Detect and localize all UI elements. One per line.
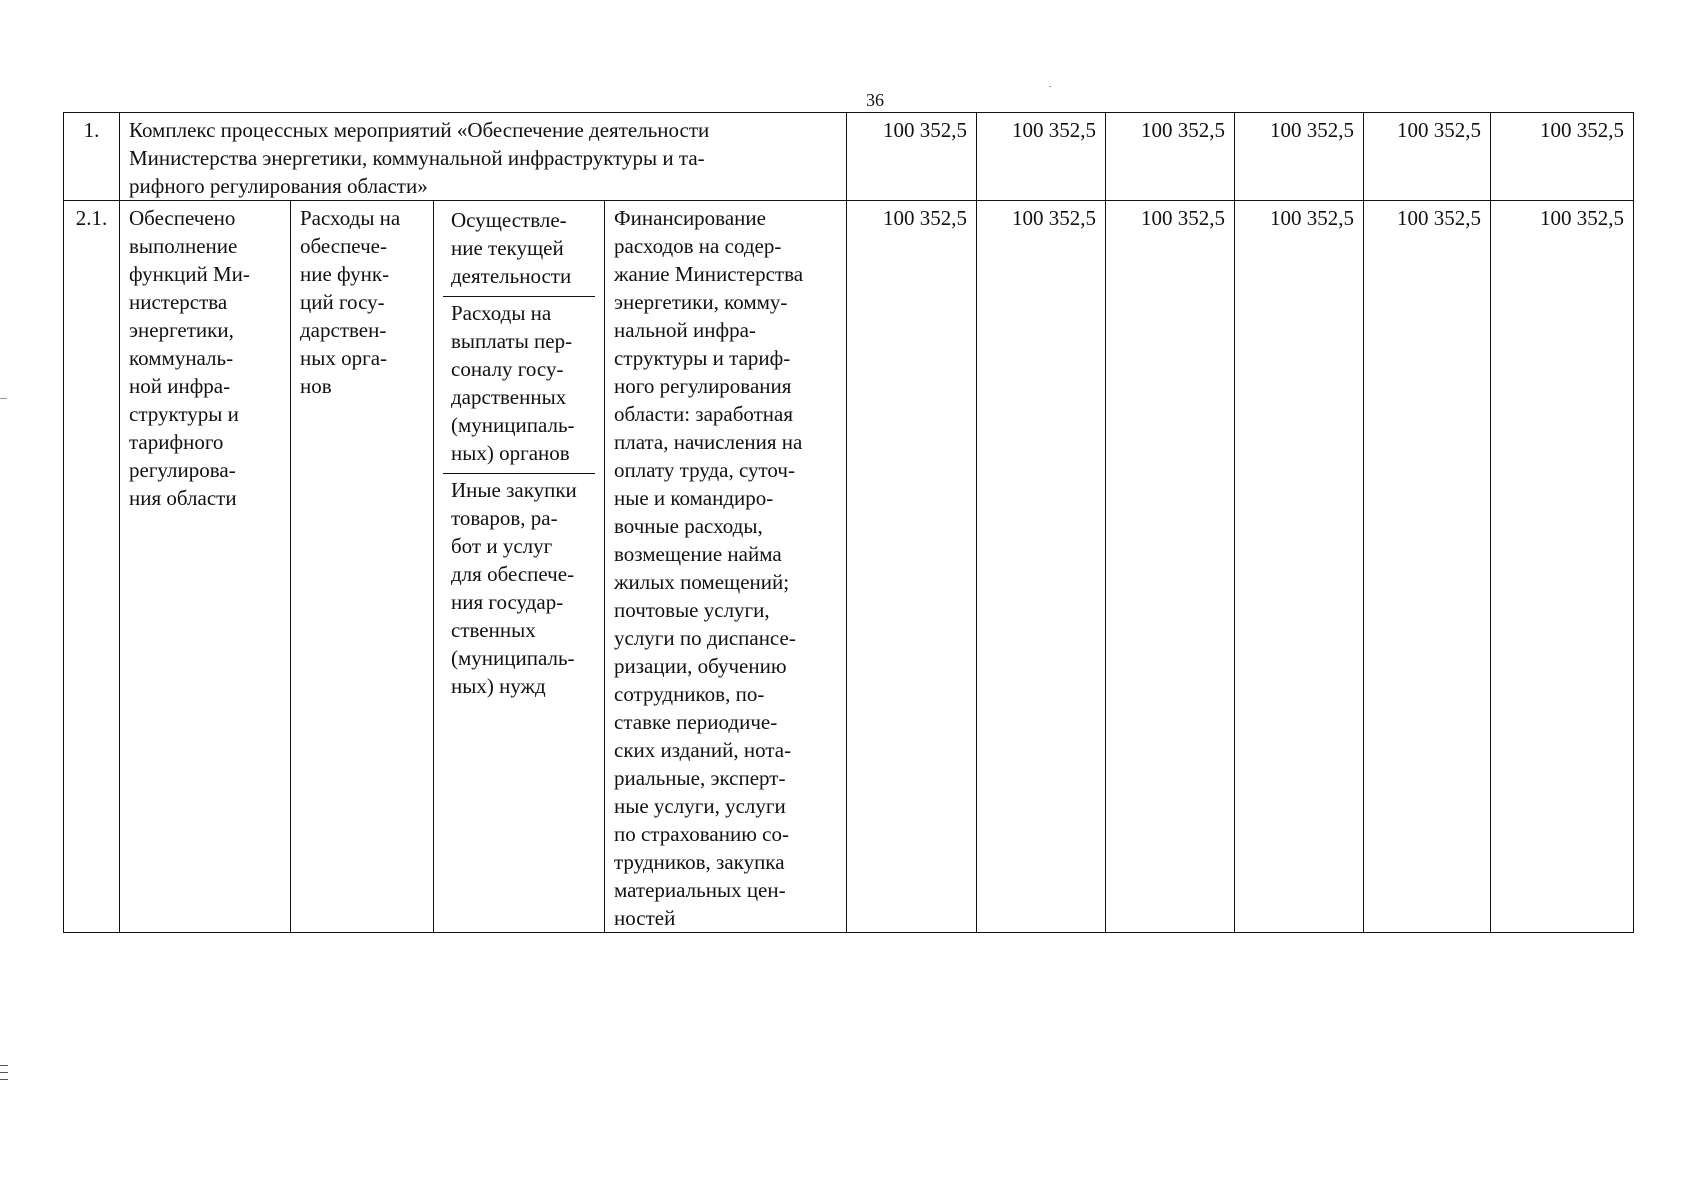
- value-cell: 100 352,5: [847, 113, 977, 201]
- value-cell: 100 352,5: [1491, 113, 1634, 201]
- budget-table: [63, 112, 1634, 933]
- value-cell: 100 352,5: [1106, 113, 1235, 201]
- value-cell: 100 352,5: [1106, 201, 1235, 933]
- expense-type-cell: Расходы на обеспече- ние функ- ций госу- дарствен- ных орга- нов: [291, 201, 434, 933]
- value-cell: 100 352,5: [1364, 113, 1491, 201]
- value-cell: 100 352,5: [1364, 201, 1491, 933]
- value-cell: 100 352,5: [977, 201, 1106, 933]
- subtype-procurement: Иные закупки товаров, ра- бот и услуг для обеспече- ния государ- ственных (муниципаль- ных) нужд: [443, 473, 595, 704]
- description-cell: Финансирование расходов на содер- жание Министерства энергетики, комму- нальной инфра- структуры и тариф- ного регулирования области: заработная плата, начисления на оплату труда, суточ- ные и командиро- вочные расходы, возмещение найма жилых помещений; почтовые услуги, услуги по диспансе- ризации, обучению сотрудников, по- ставке периодиче- ских изданий, нота- риальные, эксперт- ные услуги, услуги по страхованию со- трудников, закупка материальных цен- ностей: [605, 201, 847, 933]
- table-row: [64, 201, 1634, 933]
- value-cell: 100 352,5: [1235, 201, 1364, 933]
- scan-artifact-lines: [0, 1065, 8, 1086]
- result-cell: Обеспечено выполнение функций Ми- нистерства энергетики, коммуналь- ной инфра- структуры и тарифного регулирова- ния области: [120, 201, 291, 933]
- value-cell: 100 352,5: [1235, 113, 1364, 201]
- subtype-personnel-payments: Расходы на выплаты пер- соналу госу- дарственных (муниципаль- ных) органов: [443, 296, 595, 473]
- subtype-current-activity: Осуществле- ние текущей деятельности: [451, 208, 572, 288]
- row-title: Комплекс процессных мероприятий «Обеспечение деятельности Министерства энергетики, коммунальной инфраструктуры и та- рифного регулирования области»: [120, 113, 847, 201]
- value-cell: 100 352,5: [847, 201, 977, 933]
- value-cell: 100 352,5: [1491, 201, 1634, 933]
- scan-artifact-mark: [0, 398, 7, 399]
- row-index: 2.1.: [64, 201, 120, 933]
- scan-artifact-dot: [1049, 86, 1051, 87]
- value-cell: 100 352,5: [977, 113, 1106, 201]
- table-row: [64, 113, 1634, 201]
- expense-subtypes-cell: [434, 201, 605, 933]
- row-index: 1.: [64, 113, 120, 201]
- page-number: 36: [866, 90, 884, 110]
